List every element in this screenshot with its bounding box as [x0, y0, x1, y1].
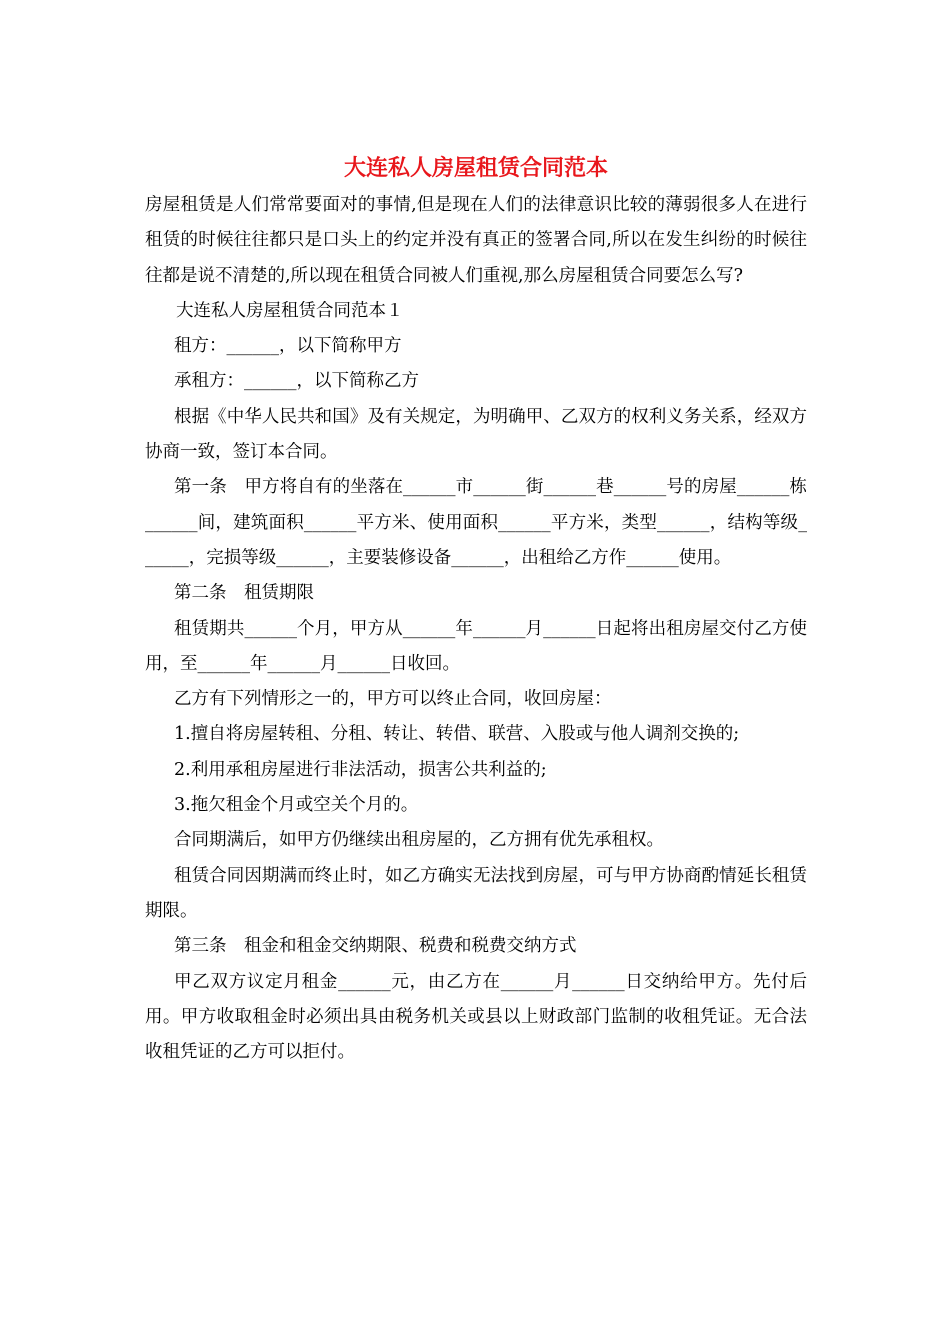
paragraph-lease-term: 租赁期共______个月，甲方从______年______月______日起将出租房屋交付乙方使用，至______年______月______日收回。 — [145, 618, 807, 674]
paragraph-extension: 租赁合同因期满而终止时，如乙方确实无法找到房屋，可与甲方协商酌情延长租赁期限。 — [145, 865, 807, 921]
paragraph-article-2-heading: 第二条 租赁期限 — [174, 583, 314, 604]
document-title: 大连私人房屋租赁合同范本 — [343, 155, 608, 181]
paragraph-termination: 乙方有下列情形之一的，甲方可以终止合同，收回房屋： — [174, 689, 612, 710]
document-page — [145, 150, 807, 1070]
paragraph-heading-1: 大连私人房屋租赁合同范本１ — [176, 300, 404, 321]
paragraph-item-2: 2.利用承租房屋进行非法活动，损害公共利益的; — [174, 759, 547, 780]
paragraph-lessee: 承租方：______，以下简称乙方 — [174, 371, 419, 392]
paragraph-lessor: 租方：______，以下简称甲方 — [174, 336, 402, 357]
paragraph-preamble: 根据《中华人民共和国》及有关规定，为明确甲、乙双方的权利义务关系，经双方协商一致，签订本合同。 — [145, 406, 807, 463]
paragraph-item-1: 1.擅自将房屋转租、分租、转让、转借、联营、入股或与他人调剂交换的; — [174, 724, 740, 745]
paragraph-article-1: 第一条 甲方将自有的坐落在______市______街______巷______号的房屋______栋______间，建筑面积______平方米、使用面积______平方米，类型______，结构等级______，完损等级______，主要装修设备______，出租给乙方作______使用。 — [145, 477, 807, 568]
intro-paragraph: 房屋租赁是人们常常要面对的事情,但是现在人们的法律意识比较的薄弱很多人在进行租赁的时候往往都只是口头上的约定并没有真正的签署合同,所以在发生纠纷的时候往往都是说不清楚的,所以现在租赁合同被人们重视,那么房屋租赁合同要怎么写? — [145, 195, 807, 286]
paragraph-item-3: 3.拖欠租金个月或空关个月的。 — [174, 795, 419, 816]
paragraph-rent: 甲乙双方议定月租金______元，由乙方在______月______日交纳给甲方。先付后用。甲方收取租金时必须出具由税务机关或县以上财政部门监制的收租凭证。无合法收租凭证的乙方可以拒付。 — [145, 971, 807, 1063]
paragraph-priority: 合同期满后，如甲方仍继续出租房屋的，乙方拥有优先承租权。 — [174, 830, 664, 851]
paragraph-article-3-heading: 第三条 租金和租金交纳期限、税费和税费交纳方式 — [174, 936, 577, 957]
